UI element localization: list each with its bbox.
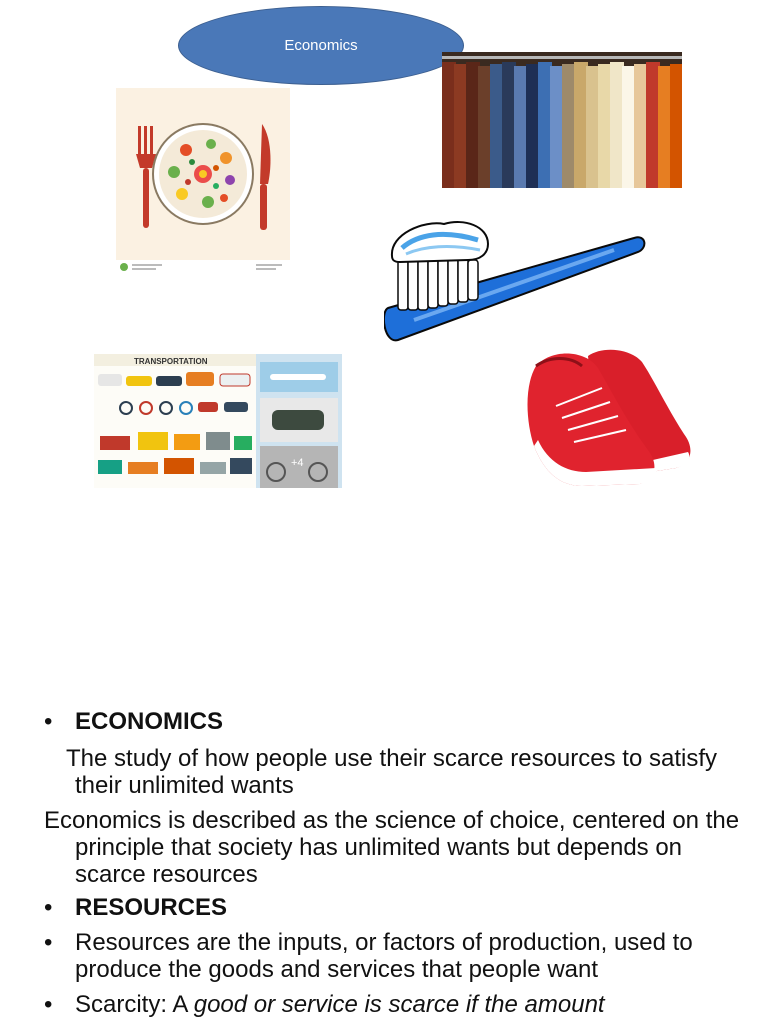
slide-title: Economics (284, 37, 358, 54)
bullet-dot: • (44, 708, 53, 735)
red-sneakers-icon (526, 346, 692, 488)
resources-definition: Resources are the inputs, or factors of production, used to produce the goods and services that people want (75, 929, 693, 983)
heading-economics: ECONOMICS (75, 708, 224, 735)
plate-food-icon (116, 88, 290, 274)
economics-definition: The study of how people use their scarce resources to satisfy their unlimited wants (66, 745, 717, 799)
clothing-rack-icon (442, 52, 682, 188)
bullet-resources-definition (44, 929, 756, 983)
heading-resources: RESOURCES (75, 894, 228, 921)
bullet-dot: • (44, 991, 53, 1018)
bullet-economics (44, 708, 756, 735)
bullet-dot: • (44, 894, 53, 921)
transport-more-badge: +4 (291, 457, 304, 469)
bullet-dot: • (44, 929, 53, 956)
bullet-resources (44, 894, 756, 921)
title-ellipse (178, 6, 464, 85)
scarcity-text: good or service is scarce if the amount (193, 991, 605, 1018)
toothbrush-icon (384, 216, 646, 342)
slide-content (44, 708, 756, 1018)
economics-description: Economics is described as the science of choice, centered on the principle that society has unlimited wants but depends on scarce resources (44, 807, 740, 888)
transport-heading: TRANSPORTATION (134, 357, 208, 366)
scarcity-label: Scarcity: A (75, 991, 194, 1018)
bullet-scarcity (44, 991, 756, 1018)
transportation-chart-icon (94, 354, 342, 488)
